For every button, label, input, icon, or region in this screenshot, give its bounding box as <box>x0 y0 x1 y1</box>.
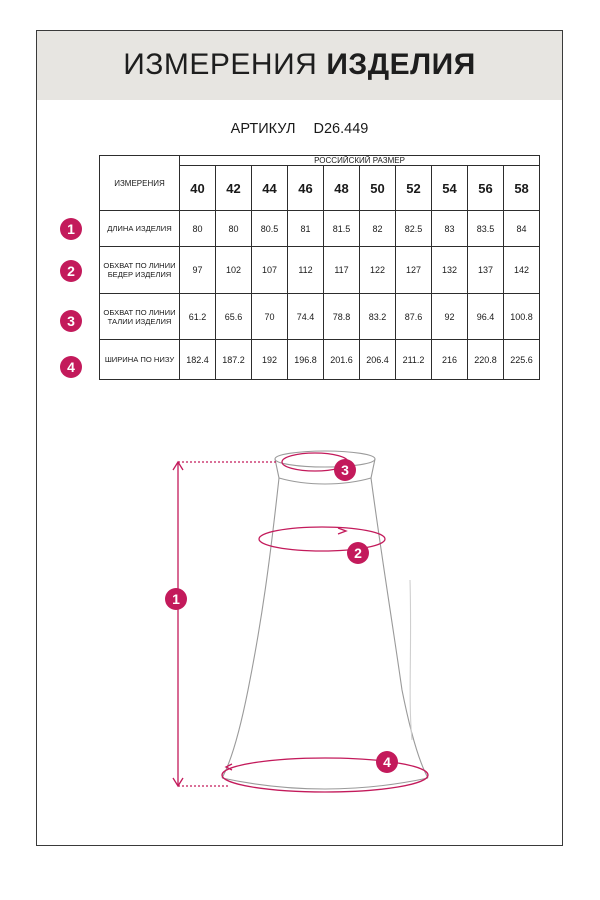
marker-waist-label: 3 <box>341 462 349 478</box>
row-badge-4: 4 <box>60 356 82 378</box>
size-header: 52 <box>396 166 432 211</box>
diagram-markers <box>165 459 398 773</box>
row-label: ОБХВАТ ПО ЛИНИИ ТАЛИИ ИЗДЕЛИЯ <box>100 294 180 340</box>
table-cell: 117 <box>324 247 360 294</box>
table-cell: 83 <box>432 211 468 247</box>
table-cell: 107 <box>252 247 288 294</box>
skirt-right-side <box>371 478 428 778</box>
table-cell: 70 <box>252 294 288 340</box>
title-bold: ИЗДЕЛИЯ <box>326 48 476 81</box>
marker-hip-label: 2 <box>354 545 362 561</box>
size-header: 40 <box>180 166 216 211</box>
table-cell: 192 <box>252 340 288 380</box>
measure-lines <box>173 453 428 792</box>
table-cell: 127 <box>396 247 432 294</box>
hip-arrow <box>338 528 346 534</box>
table-cell: 96.4 <box>468 294 504 340</box>
size-header: 46 <box>288 166 324 211</box>
table-cell: 83.2 <box>360 294 396 340</box>
table-cell: 182.4 <box>180 340 216 380</box>
article-code: D26.449 <box>313 121 369 137</box>
table-cell: 201.6 <box>324 340 360 380</box>
table-cell: 142 <box>504 247 540 294</box>
table-cell: 81.5 <box>324 211 360 247</box>
table-cell: 80.5 <box>252 211 288 247</box>
table-cell: 216 <box>432 340 468 380</box>
table-cell: 102 <box>216 247 252 294</box>
table-cell: 84 <box>504 211 540 247</box>
table-cell: 132 <box>432 247 468 294</box>
table-cell: 82 <box>360 211 396 247</box>
size-group-header: РОССИЙСКИЙ РАЗМЕР <box>180 156 540 166</box>
row-badge-2: 2 <box>60 260 82 282</box>
row-label: ШИРИНА ПО НИЗУ <box>100 340 180 380</box>
table-cell: 206.4 <box>360 340 396 380</box>
table-cell: 80 <box>180 211 216 247</box>
size-header: 54 <box>432 166 468 211</box>
table-cell: 97 <box>180 247 216 294</box>
table-cell: 81 <box>288 211 324 247</box>
table-cell: 74.4 <box>288 294 324 340</box>
waistband <box>275 459 375 484</box>
table-cell: 92 <box>432 294 468 340</box>
table-cell: 187.2 <box>216 340 252 380</box>
size-header: 58 <box>504 166 540 211</box>
table-cell: 83.5 <box>468 211 504 247</box>
marker-hem-label: 4 <box>383 754 391 770</box>
table-cell: 122 <box>360 247 396 294</box>
table-cell: 87.6 <box>396 294 432 340</box>
table-cell: 220.8 <box>468 340 504 380</box>
table-cell: 137 <box>468 247 504 294</box>
size-header: 56 <box>468 166 504 211</box>
table-cell: 65.6 <box>216 294 252 340</box>
skirt-fold <box>410 580 412 740</box>
size-header: 44 <box>252 166 288 211</box>
skirt-left-side <box>222 478 279 778</box>
table-cell: 196.8 <box>288 340 324 380</box>
row-label: ОБХВАТ ПО ЛИНИИ БЕДЕР ИЗДЕЛИЯ <box>100 247 180 294</box>
table-cell: 78.8 <box>324 294 360 340</box>
row-badge-1: 1 <box>60 218 82 240</box>
skirt-outline <box>222 451 428 789</box>
title-light: ИЗМЕРЕНИЯ <box>123 48 318 81</box>
measure-header: ИЗМЕРЕНИЯ <box>100 156 180 211</box>
table-cell: 82.5 <box>396 211 432 247</box>
row-badge-3: 3 <box>60 310 82 332</box>
table-cell: 80 <box>216 211 252 247</box>
size-header: 42 <box>216 166 252 211</box>
size-header: 48 <box>324 166 360 211</box>
table-cell: 100.8 <box>504 294 540 340</box>
table-cell: 61.2 <box>180 294 216 340</box>
article-label: АРТИКУЛ <box>230 121 296 137</box>
size-header: 50 <box>360 166 396 211</box>
row-label: ДЛИНА ИЗДЕЛИЯ <box>100 211 180 247</box>
marker-length-label: 1 <box>172 591 180 607</box>
table-cell: 225.6 <box>504 340 540 380</box>
table-cell: 112 <box>288 247 324 294</box>
table-cell: 211.2 <box>396 340 432 380</box>
